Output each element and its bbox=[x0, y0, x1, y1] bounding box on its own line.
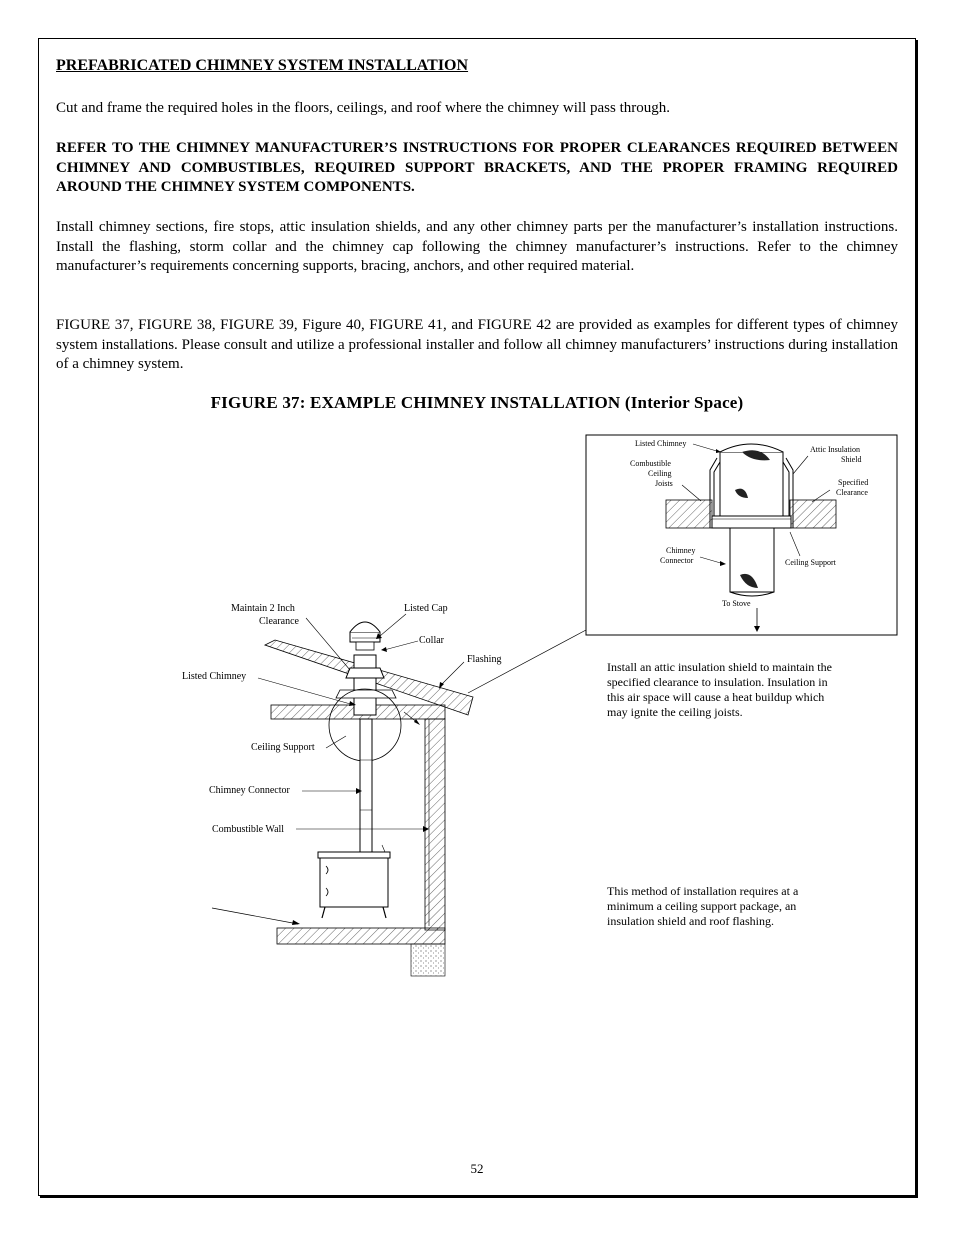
label-collar: Collar bbox=[419, 635, 444, 646]
section-heading: PREFABRICATED CHIMNEY SYSTEM INSTALLATION bbox=[56, 57, 469, 74]
chimney-pipe bbox=[354, 655, 376, 715]
floor bbox=[277, 928, 445, 944]
page-number: 52 bbox=[470, 1161, 484, 1176]
label-maintain-1: Maintain 2 Inch bbox=[231, 603, 295, 614]
stove bbox=[320, 857, 388, 907]
foundation bbox=[411, 944, 445, 976]
detail-label-combustible-3: Joists bbox=[655, 479, 673, 488]
chimney-connector bbox=[360, 719, 372, 857]
detail-label-chimney-conn-1: Chimney bbox=[666, 546, 696, 555]
collar bbox=[346, 668, 384, 678]
combustible-wall bbox=[425, 719, 445, 930]
detail-label-to-stove: To Stove bbox=[722, 599, 751, 608]
note-insulation-shield: Install an attic insulation shield to maintain the specified clearance to insulation. Insulation in this air space will cause a heat buildup which may ignite the ceiling joists. bbox=[607, 660, 832, 719]
detail-label-combustible-1: Combustible bbox=[630, 459, 671, 468]
label-ceiling-support: Ceiling Support bbox=[251, 742, 315, 753]
detail-label-specified-1: Specified bbox=[838, 478, 869, 487]
detail-label-combustible-2: Ceiling bbox=[648, 469, 672, 478]
detail-left-joist bbox=[666, 500, 712, 528]
paragraph-warning: REFER TO THE CHIMNEY MANUFACTURER’S INSTRUCTIONS FOR PROPER CLEARANCES REQUIRED BETWEEN CHIMNEY AND COMBUSTIBLES, REQUIRED SUPPORT BRACKETS, AND THE PROPER FRAMING REQUIRED AROUND THE CHIMNEY SYSTEM COMPONENTS. bbox=[56, 140, 898, 196]
label-combustible-wall: Combustible Wall bbox=[212, 824, 285, 835]
detail-label-listed-chimney: Listed Chimney bbox=[635, 439, 687, 448]
detail-right-joist bbox=[790, 500, 836, 528]
label-chimney-connector: Chimney Connector bbox=[209, 785, 290, 796]
paragraph-1: Cut and frame the required holes in the floors, ceilings, and roof where the chimney will pass through. bbox=[56, 100, 671, 116]
label-maintain-2: Clearance bbox=[259, 616, 299, 627]
detail-chimney bbox=[720, 452, 783, 516]
detail-ceiling-support bbox=[712, 516, 791, 528]
paragraph-4: FIGURE 37, FIGURE 38, FIGURE 39, Figure 40, FIGURE 41, and FIGURE 42 are provided as examples for different types of chimney system installations. Please consult and utilize a professional installer and follow all chimney manufacturers’ instructions during installation of a chimney system. bbox=[56, 317, 898, 373]
detail-label-attic-2: Shield bbox=[841, 455, 862, 464]
note-installation-method: This method of installation requires at a minimum a ceiling support package, an insulation shield and roof flashing. bbox=[607, 884, 799, 928]
listed-cap bbox=[350, 632, 380, 642]
detail-label-ceiling-support: Ceiling Support bbox=[785, 558, 836, 567]
label-flashing: Flashing bbox=[467, 654, 502, 665]
detail-label-specified-2: Clearance bbox=[836, 488, 868, 497]
detail-label-attic-1: Attic Insulation bbox=[810, 445, 860, 454]
detail-label-chimney-conn-2: Connector bbox=[660, 556, 694, 565]
label-listed-chimney: Listed Chimney bbox=[182, 671, 247, 682]
label-listed-cap: Listed Cap bbox=[404, 603, 448, 614]
paragraph-3: Install chimney sections, fire stops, attic insulation shields, and any other chimney parts per the manufacturer’s installation instructions. Install the flashing, storm collar and the chimney cap following the chimney manufacturer’s instructions. Refer to the chimney manufacturer’s requirements concerning supports, bracing, anchors, and other required material. bbox=[56, 219, 898, 275]
figure-title: FIGURE 37: EXAMPLE CHIMNEY INSTALLATION (Interior Space) bbox=[210, 393, 744, 412]
